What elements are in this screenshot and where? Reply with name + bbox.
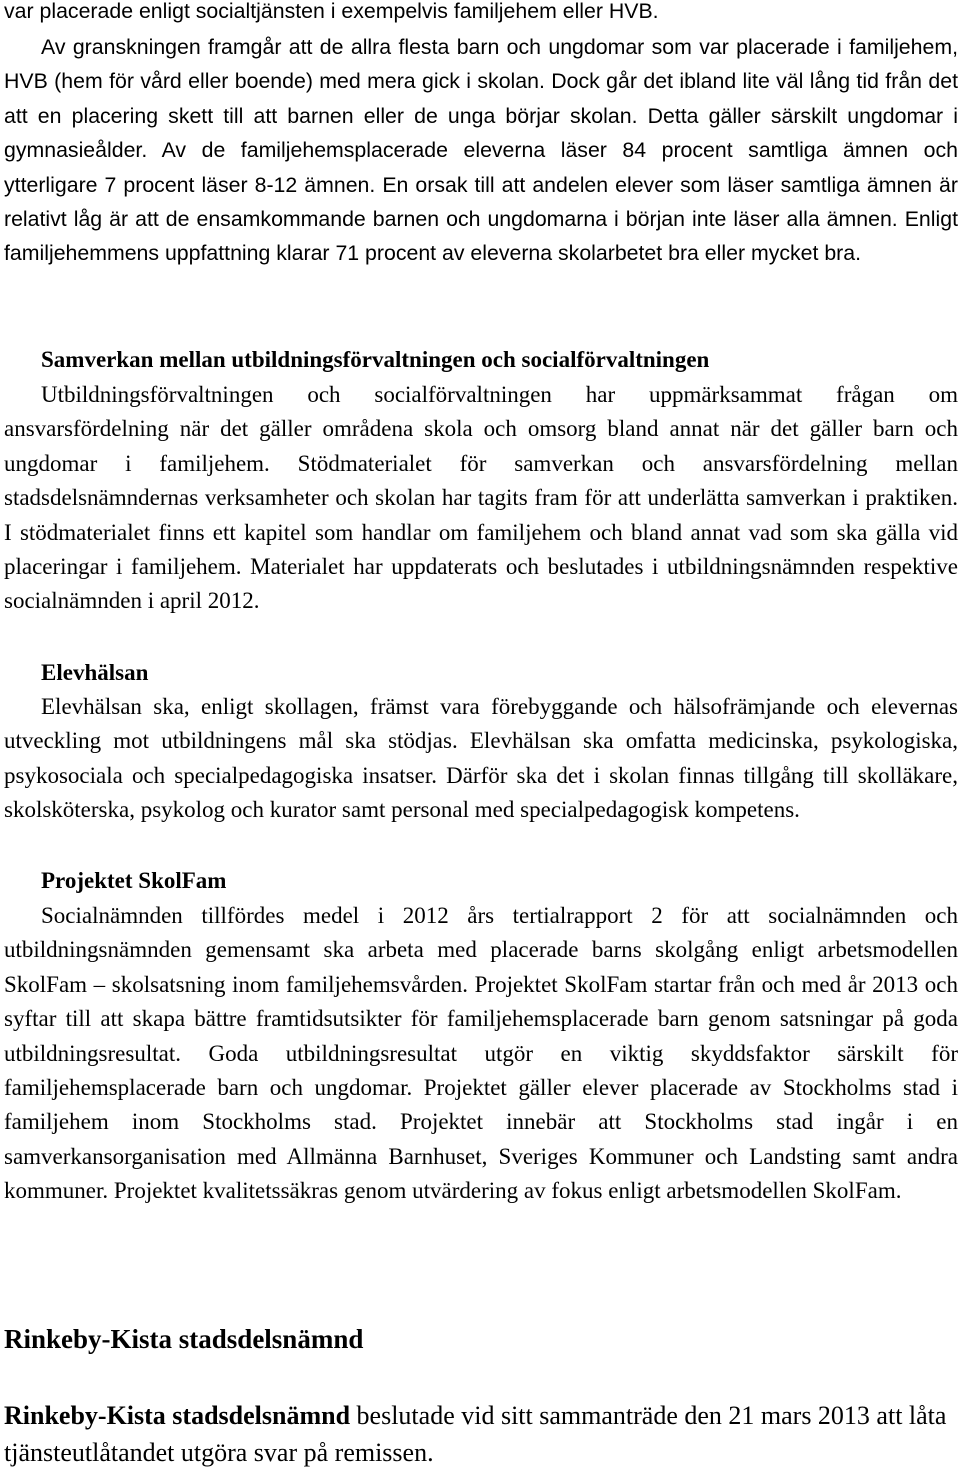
samverkan-heading: Samverkan mellan utbildningsförvaltningen och socialförvaltningen xyxy=(41,347,710,372)
rinkeby-decision-subject: Rinkeby-Kista stadsdelsnämnd xyxy=(4,1401,351,1430)
elevhalsan-text: Elevhälsan ska, enligt skollagen, främst vara förebyggande och hälsofrämjande och elevernas utveckling mot utbildningens mål ska stödjas. Elevhälsan ska omfatta medicinska, psykologiska, psykosociala och specialpedagogiska insatser. Därför ska det i skolan finnas tillgång till skolläkare, skolsköterska, psykolog och kurator samt personal med specialpedagogisk kompetens. xyxy=(4,694,958,823)
skolfam-heading: Projektet SkolFam xyxy=(41,868,227,893)
elevhalsan-heading: Elevhälsan xyxy=(41,660,149,685)
rinkeby-section-title: Rinkeby-Kista stadsdelsnämnd xyxy=(4,1324,364,1354)
intro-paragraph: Av granskningen framgår att de allra flesta barn och ungdomar som var placerade i familjehem, HVB (hem för vård eller boende) med mera gick i skolan. Dock går det ibland lite väl lång tid från det att en placering skett till att barnen eller de unga börjar skolan. Detta gäller särskilt ungdomar i gymnasieålder. Av de familjehemsplacerade eleverna läser 84 procent samtliga ämnen och ytterligare 7 procent läser 8-12 ämnen. En orsak till att andelen elever som läser samtliga ämnen är relativt låg är att de ensamkommande barnen och ungdomarna i början inte läser alla ämnen. Enligt familjehemmens uppfattning klarar 71 procent av eleverna skolarbetet bra eller mycket bra. xyxy=(4,35,958,266)
rinkeby-decision-text: beslutade vid sitt sammanträde den 21 mars 2013 att låta tjänsteutlåtandet utgöra svar på remissen. xyxy=(4,1401,947,1467)
samverkan-text: Utbildningsförvaltningen och socialförvaltningen har uppmärksammat frågan om ansvarsfördelning när det gäller områdena skola och omsorg bland annat när det gäller barn och ungdomar i familjehem. Stödmaterialet för samverkan och ansvarsfördelning mellan stadsdelsnämndernas verksamheter och skolan har tagits fram för att underlätta samverkan i praktiken. I stödmaterialet finns ett kapitel som handlar om familjehem och bland annat vad som ska gälla vid placeringar i familjehem. Materialet har uppdaterats och beslutades i utbildningsnämnden respektive socialnämnden i april 2012. xyxy=(4,382,958,614)
intro-first-line: var placerade enligt socialtjänsten i exempelvis familjehem eller HVB. xyxy=(4,0,659,23)
skolfam-text: Socialnämnden tillfördes medel i 2012 års tertialrapport 2 för att socialnämnden och utbildningsnämnden gemensamt ska arbeta med placerade barns skolgång enligt arbetsmodellen SkolFam – skolsatsning inom familjehemsvården. Projektet SkolFam startar från och med år 2013 och syftar till att skapa bättre framtidsutsikter för familjehemsplacerade barn genom satsningar på goda utbildningsresultat. Goda utbildningsresultat utgör en viktig skyddsfaktor särskilt för familjehemsplacerade barn och ungdomar. Projektet gäller elever placerade av Stockholms stad i familjehem inom Stockholms stad. Projektet innebär att Stockholms stad ingår i en samverkansorganisation med Allmänna Barnhuset, Sveriges Kommuner och Landsting samt andra kommuner. Projektet kvalitetssäkras genom utvärdering av fokus enligt arbetsmodellen SkolFam. xyxy=(4,903,958,1204)
rinkeby-decision xyxy=(4,1397,958,1471)
